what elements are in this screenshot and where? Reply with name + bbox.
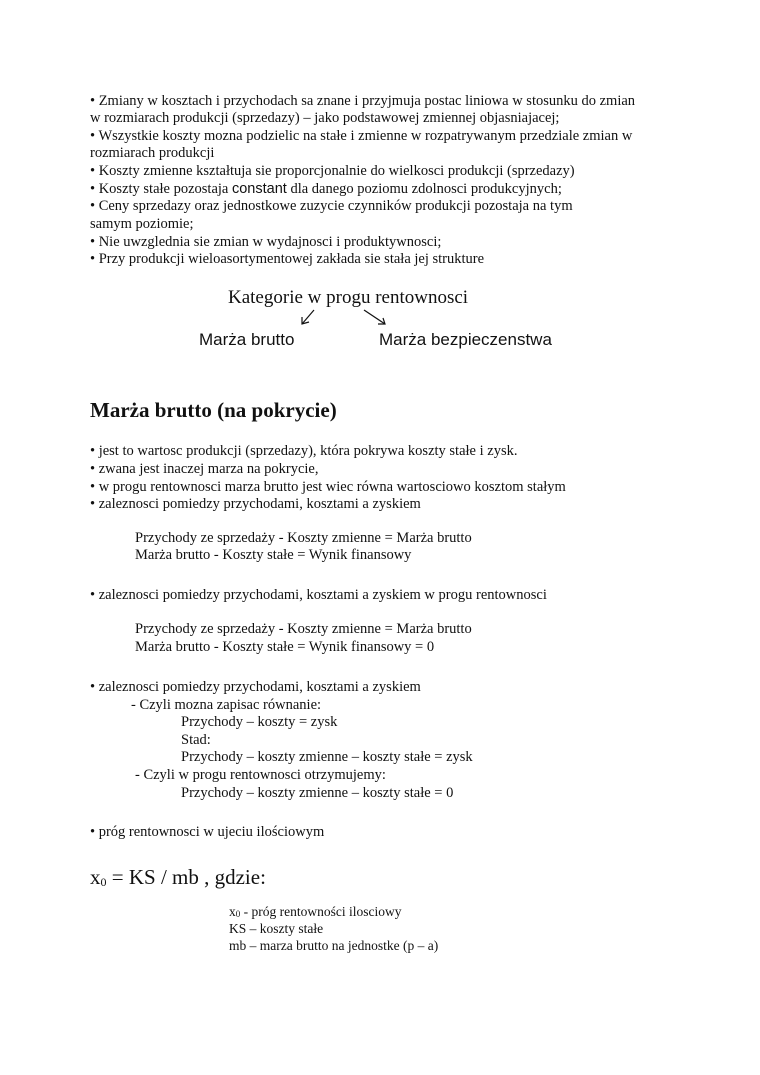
intro-line-7: • Ceny sprzedazy oraz jednostkowe zuzycie czynników produkcji pozostaja na tym [90, 198, 573, 214]
formula-rest: = KS / mb , gdzie: [106, 865, 266, 889]
bullet-rentownosc: • zaleznosci pomiedzy przychodami, kosztami a zyskiem w progu rentownosci [90, 587, 547, 603]
section-bullet-2: • zwana jest inaczej marza na pokrycie, [90, 461, 319, 477]
intro-line-6a: • Koszty stałe pozostaja [90, 181, 232, 197]
section-bullet-3: • w progu rentownosci marza brutto jest wiec równa wartosciowo kosztom stałym [90, 479, 566, 495]
legend-x: x [229, 904, 236, 919]
section-heading: Marża brutto (na pokrycie) [90, 398, 337, 422]
arrow-right-icon [364, 310, 385, 324]
intro-line-10: • Przy produkcji wieloasortymentowej zakłada sie stała jej strukture [90, 251, 485, 267]
intro-line-5: • Koszty zmienne kształtuja sie proporcjonalnie do wielkosci produkcji (sprzedazy) [90, 163, 575, 179]
nested-intro-1: - Czyli mozna zapisac równanie: [131, 697, 322, 713]
category-right: Marża bezpieczenstwa [379, 330, 552, 349]
categories-title: Kategorie w progu rentownosci [228, 287, 469, 308]
break-even-formula [90, 864, 266, 893]
bullet-ilosciowy: • próg rentownosci w ujeciu ilościowym [90, 824, 325, 840]
formula-x: x [90, 865, 101, 889]
eq2-line-2: Marża brutto - Koszty stałe = Wynik finansowy = 0 [135, 639, 435, 655]
nested-eq-3: Przychody – koszty zmienne – koszty stałe = 0 [181, 785, 454, 801]
category-left: Marża brutto [199, 330, 295, 349]
intro-line-3: • Wszystkie koszty mozna podzielic na stałe i zmienne w rozpatrywanym przedziale zmian w [90, 128, 633, 144]
legend-sub: 0 [235, 909, 241, 919]
section-bullet-1: • jest to wartosc produkcji (sprzedazy), która pokrywa koszty stałe i zysk. [90, 443, 518, 459]
intro-line-8: samym poziomie; [90, 216, 194, 232]
intro-line-2: w rozmiarach produkcji (sprzedazy) – jako podstawowej zmiennej objasniajacej; [90, 110, 560, 126]
section-bullet-4: • zaleznosci pomiedzy przychodami, kosztami a zyskiem [90, 496, 421, 512]
intro-line-9: • Nie uwzglednia sie zmian w wydajnosci i produktywnosci; [90, 234, 442, 250]
eq2-line-1: Przychody ze sprzedaży - Koszty zmienne = Marża brutto [135, 621, 472, 637]
nested-intro-2: - Czyli w progu rentownosci otrzymujemy: [135, 767, 386, 783]
bullet-zaleznosci: • zaleznosci pomiedzy przychodami, kosztami a zyskiem [90, 679, 421, 695]
legend-line-1-rest: - próg rentowności ilosciowy [240, 904, 402, 919]
intro-line-1: • Zmiany w kosztach i przychodach sa znane i przyjmuja postac liniowa w stosunku do zmian [90, 93, 636, 109]
formula-sub: 0 [100, 875, 107, 889]
nested-stad: Stad: [181, 732, 211, 748]
legend-line-3: mb – marza brutto na jednostke (p – a) [229, 938, 439, 953]
intro-line-6b: dla danego poziomu zdolnosci produkcyjnych; [286, 181, 562, 197]
legend-line-2: KS – koszty stałe [229, 921, 324, 936]
constant-word: constant [231, 181, 287, 197]
nested-eq-2: Przychody – koszty zmienne – koszty stałe = zysk [181, 749, 473, 765]
eq1-line-1: Przychody ze sprzedaży - Koszty zmienne = Marża brutto [135, 530, 472, 546]
nested-eq-1: Przychody – koszty = zysk [181, 714, 338, 730]
intro-line-4: rozmiarach produkcji [90, 145, 215, 161]
eq1-line-2: Marża brutto - Koszty stałe = Wynik finansowy [135, 547, 412, 563]
